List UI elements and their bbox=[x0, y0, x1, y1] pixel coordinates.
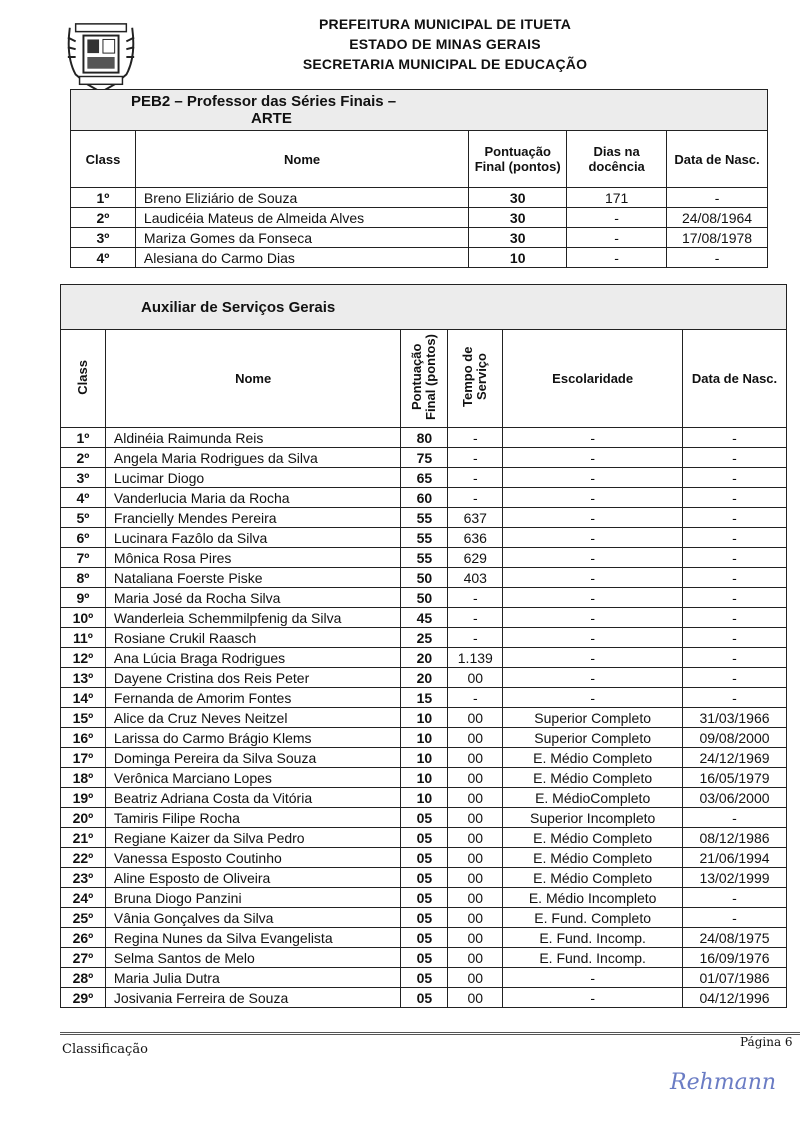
table1-column-header: Pontuação Final (pontos) bbox=[469, 131, 567, 188]
table-cell-cls: 26º bbox=[61, 928, 106, 948]
table-row bbox=[61, 528, 787, 548]
table-cell-tempo: 00 bbox=[448, 908, 503, 928]
table-cell-nasc: - bbox=[683, 668, 787, 688]
table-cell-pont: 30 bbox=[469, 228, 567, 248]
table-cell-tempo: 00 bbox=[448, 728, 503, 748]
table-cell-cls: 12º bbox=[61, 648, 106, 668]
table2-column-header: Nome bbox=[105, 330, 400, 428]
table-cell-cls: 23º bbox=[61, 868, 106, 888]
table-cell-esc: - bbox=[503, 688, 683, 708]
peb2-arte-table bbox=[70, 89, 768, 268]
table-row bbox=[61, 428, 787, 448]
table-row bbox=[61, 768, 787, 788]
table-cell-pont: 05 bbox=[401, 928, 448, 948]
table-row bbox=[61, 748, 787, 768]
table-cell-nome: Alice da Cruz Neves Neitzel bbox=[105, 708, 400, 728]
table-cell-esc: Superior Incompleto bbox=[503, 808, 683, 828]
table-cell-esc: - bbox=[503, 548, 683, 568]
table-cell-nasc: - bbox=[683, 628, 787, 648]
table-cell-nome: Ana Lúcia Braga Rodrigues bbox=[105, 648, 400, 668]
table-cell-nasc: - bbox=[667, 188, 768, 208]
table-cell-esc: - bbox=[503, 668, 683, 688]
table-cell-nome: Nataliana Foerste Piske bbox=[105, 568, 400, 588]
table-cell-nasc: 24/08/1975 bbox=[683, 928, 787, 948]
table-cell-pont: 45 bbox=[401, 608, 448, 628]
auxiliar-servicos-gerais-table bbox=[60, 284, 787, 1008]
table-cell-nasc: 31/03/1966 bbox=[683, 708, 787, 728]
table-cell-nasc: - bbox=[683, 608, 787, 628]
table-cell-pont: 55 bbox=[401, 548, 448, 568]
table-cell-cls: 16º bbox=[61, 728, 106, 748]
table-cell-tempo: 403 bbox=[448, 568, 503, 588]
table-cell-cls: 19º bbox=[61, 788, 106, 808]
footer-divider bbox=[60, 1032, 800, 1035]
table-cell-esc: - bbox=[503, 968, 683, 988]
table-cell-tempo: - bbox=[448, 488, 503, 508]
table2-column-header-text: Tempo de Serviço bbox=[460, 346, 490, 408]
table-cell-nome: Breno Eliziário de Souza bbox=[135, 188, 468, 208]
table-row bbox=[61, 728, 787, 748]
table-cell-pont: 10 bbox=[401, 708, 448, 728]
table-cell-esc: - bbox=[503, 648, 683, 668]
footer-page-number: Página 6 bbox=[740, 1035, 793, 1049]
table-cell-tempo: 00 bbox=[448, 828, 503, 848]
table-cell-cls: 3º bbox=[71, 228, 136, 248]
table-row bbox=[61, 588, 787, 608]
table-row bbox=[61, 628, 787, 648]
table-cell-tempo: - bbox=[448, 588, 503, 608]
table-cell-nome: Beatriz Adriana Costa da Vitória bbox=[105, 788, 400, 808]
table-cell-cls: 1º bbox=[71, 188, 136, 208]
table-cell-nasc: - bbox=[667, 248, 768, 268]
table1-column-header: Dias na docência bbox=[567, 131, 667, 188]
table1-column-header: Nome bbox=[135, 131, 468, 188]
table-cell-dias: - bbox=[567, 248, 667, 268]
table-row bbox=[61, 688, 787, 708]
table-cell-pont: 05 bbox=[401, 888, 448, 908]
table-row bbox=[61, 968, 787, 988]
table-cell-nasc: - bbox=[683, 888, 787, 908]
table-cell-cls: 8º bbox=[61, 568, 106, 588]
table-row bbox=[61, 848, 787, 868]
table-cell-nome: Bruna Diogo Panzini bbox=[105, 888, 400, 908]
table-cell-nome: Rosiane Crukil Raasch bbox=[105, 628, 400, 648]
table-cell-esc: E. Médio Completo bbox=[503, 868, 683, 888]
table-cell-cls: 10º bbox=[61, 608, 106, 628]
table-cell-esc: Superior Completo bbox=[503, 728, 683, 748]
table-cell-nome: Selma Santos de Melo bbox=[105, 948, 400, 968]
table-cell-tempo: 00 bbox=[448, 948, 503, 968]
table-cell-cls: 7º bbox=[61, 548, 106, 568]
table-cell-esc: - bbox=[503, 528, 683, 548]
table-row bbox=[61, 468, 787, 488]
table-cell-pont: 30 bbox=[469, 188, 567, 208]
table-cell-esc: E. Médio Incompleto bbox=[503, 888, 683, 908]
table-cell-nome: Dayene Cristina dos Reis Peter bbox=[105, 668, 400, 688]
table-cell-cls: 4º bbox=[61, 488, 106, 508]
table-cell-pont: 55 bbox=[401, 528, 448, 548]
table-cell-nasc: 04/12/1996 bbox=[683, 988, 787, 1008]
table-cell-pont: 05 bbox=[401, 828, 448, 848]
table-cell-cls: 15º bbox=[61, 708, 106, 728]
table-cell-nasc: 03/06/2000 bbox=[683, 788, 787, 808]
table-row bbox=[61, 648, 787, 668]
table-cell-nasc: - bbox=[683, 468, 787, 488]
table-cell-nome: Aldinéia Raimunda Reis bbox=[105, 428, 400, 448]
table-cell-tempo: - bbox=[448, 608, 503, 628]
table-row bbox=[71, 228, 768, 248]
table-cell-cls: 11º bbox=[61, 628, 106, 648]
table-row bbox=[61, 608, 787, 628]
table-cell-tempo: 629 bbox=[448, 548, 503, 568]
document-header bbox=[0, 14, 800, 74]
table-cell-cls: 27º bbox=[61, 948, 106, 968]
table-cell-nasc: 01/07/1986 bbox=[683, 968, 787, 988]
table-cell-pont: 05 bbox=[401, 848, 448, 868]
table-cell-dias: - bbox=[567, 228, 667, 248]
table-cell-tempo: 00 bbox=[448, 848, 503, 868]
table-cell-nome: Fernanda de Amorim Fontes bbox=[105, 688, 400, 708]
table-cell-cls: 22º bbox=[61, 848, 106, 868]
table-cell-nasc: - bbox=[683, 568, 787, 588]
table-cell-pont: 10 bbox=[401, 748, 448, 768]
table-cell-nome: Francielly Mendes Pereira bbox=[105, 508, 400, 528]
table-cell-nasc: 08/12/1986 bbox=[683, 828, 787, 848]
table-cell-esc: - bbox=[503, 588, 683, 608]
table-cell-cls: 28º bbox=[61, 968, 106, 988]
table-row bbox=[61, 808, 787, 828]
table-cell-cls: 18º bbox=[61, 768, 106, 788]
table-row bbox=[61, 708, 787, 728]
table-cell-tempo: - bbox=[448, 468, 503, 488]
table-cell-pont: 05 bbox=[401, 808, 448, 828]
table-cell-cls: 1º bbox=[61, 428, 106, 448]
header-line-1: PREFEITURA MUNICIPAL DE ITUETA bbox=[318, 16, 572, 32]
table-cell-esc: E. Fund. Completo bbox=[503, 908, 683, 928]
table-cell-cls: 17º bbox=[61, 748, 106, 768]
table-cell-esc: - bbox=[503, 988, 683, 1008]
table-cell-cls: 25º bbox=[61, 908, 106, 928]
table-cell-dias: 171 bbox=[567, 188, 667, 208]
table-cell-pont: 10 bbox=[401, 768, 448, 788]
table-cell-pont: 05 bbox=[401, 988, 448, 1008]
table-cell-cls: 13º bbox=[61, 668, 106, 688]
table-cell-esc: - bbox=[503, 508, 683, 528]
table-cell-pont: 50 bbox=[401, 568, 448, 588]
table-cell-tempo: - bbox=[448, 428, 503, 448]
table-cell-pont: 25 bbox=[401, 628, 448, 648]
table-cell-cls: 24º bbox=[61, 888, 106, 908]
table-cell-cls: 2º bbox=[71, 208, 136, 228]
table-cell-pont: 75 bbox=[401, 448, 448, 468]
table-cell-nasc: - bbox=[683, 808, 787, 828]
table-cell-tempo: 00 bbox=[448, 888, 503, 908]
table-cell-cls: 5º bbox=[61, 508, 106, 528]
table-cell-nasc: - bbox=[683, 508, 787, 528]
header-line-2: ESTADO DE MINAS GERAIS bbox=[349, 36, 541, 52]
table-cell-tempo: 00 bbox=[448, 668, 503, 688]
table-cell-pont: 05 bbox=[401, 908, 448, 928]
table2-column-header-text: Class bbox=[74, 359, 90, 395]
table-cell-nome: Josivania Ferreira de Souza bbox=[105, 988, 400, 1008]
table-cell-tempo: 00 bbox=[448, 708, 503, 728]
table-cell-nasc: 17/08/1978 bbox=[667, 228, 768, 248]
table-cell-nasc: - bbox=[683, 588, 787, 608]
table-cell-cls: 4º bbox=[71, 248, 136, 268]
table-cell-pont: 05 bbox=[401, 968, 448, 988]
table-cell-pont: 65 bbox=[401, 468, 448, 488]
table-row bbox=[61, 548, 787, 568]
table-cell-esc: E. Médio Completo bbox=[503, 768, 683, 788]
table-row bbox=[71, 208, 768, 228]
table-cell-pont: 20 bbox=[401, 648, 448, 668]
table-cell-nasc: 16/09/1976 bbox=[683, 948, 787, 968]
table-cell-cls: 9º bbox=[61, 588, 106, 608]
table-cell-nome: Maria Julia Dutra bbox=[105, 968, 400, 988]
table-cell-pont: 05 bbox=[401, 948, 448, 968]
table-cell-nome: Vânia Gonçalves da Silva bbox=[105, 908, 400, 928]
table-row bbox=[61, 828, 787, 848]
table-cell-nome: Lucinara Fazôlo da Silva bbox=[105, 528, 400, 548]
table-row bbox=[61, 948, 787, 968]
table-cell-esc: Superior Completo bbox=[503, 708, 683, 728]
table-cell-nasc: - bbox=[683, 908, 787, 928]
table-cell-nome: Regina Nunes da Silva Evangelista bbox=[105, 928, 400, 948]
table-cell-cls: 6º bbox=[61, 528, 106, 548]
table-cell-nome: Maria José da Rocha Silva bbox=[105, 588, 400, 608]
table-cell-esc: - bbox=[503, 448, 683, 468]
table-cell-pont: 30 bbox=[469, 208, 567, 228]
table-row bbox=[61, 448, 787, 468]
table-cell-nome: Tamiris Filipe Rocha bbox=[105, 808, 400, 828]
table-row bbox=[61, 508, 787, 528]
table-cell-nasc: - bbox=[683, 428, 787, 448]
table-cell-esc: - bbox=[503, 628, 683, 648]
table-cell-nasc: 13/02/1999 bbox=[683, 868, 787, 888]
table-cell-esc: - bbox=[503, 488, 683, 508]
table-cell-tempo: - bbox=[448, 628, 503, 648]
table-cell-esc: - bbox=[503, 428, 683, 448]
table2-column-header: Escolaridade bbox=[503, 330, 683, 428]
table-row bbox=[61, 988, 787, 1008]
table-cell-nome: Aline Esposto de Oliveira bbox=[105, 868, 400, 888]
table-cell-esc: E. Fund. Incomp. bbox=[503, 928, 683, 948]
table-cell-cls: 2º bbox=[61, 448, 106, 468]
table-cell-nome: Wanderleia Schemmilpfenig da Silva bbox=[105, 608, 400, 628]
table-cell-esc: E. Médio Completo bbox=[503, 748, 683, 768]
table-row bbox=[61, 788, 787, 808]
table-cell-tempo: 637 bbox=[448, 508, 503, 528]
table-cell-pont: 10 bbox=[401, 728, 448, 748]
table-cell-esc: E. Fund. Incomp. bbox=[503, 948, 683, 968]
table-row bbox=[61, 488, 787, 508]
table-cell-tempo: 1.139 bbox=[448, 648, 503, 668]
table-cell-pont: 55 bbox=[401, 508, 448, 528]
table-cell-nome: Mônica Rosa Pires bbox=[105, 548, 400, 568]
table-cell-tempo: 00 bbox=[448, 928, 503, 948]
table-cell-cls: 14º bbox=[61, 688, 106, 708]
table-cell-esc: - bbox=[503, 608, 683, 628]
table-cell-nome: Dominga Pereira da Silva Souza bbox=[105, 748, 400, 768]
table-cell-nome: Verônica Marciano Lopes bbox=[105, 768, 400, 788]
header-line-3: SECRETARIA MUNICIPAL DE EDUCAÇÃO bbox=[302, 56, 588, 72]
table-cell-nasc: - bbox=[683, 448, 787, 468]
table-row bbox=[71, 248, 768, 268]
table-cell-cls: 29º bbox=[61, 988, 106, 1008]
table-cell-nasc: 09/08/2000 bbox=[683, 728, 787, 748]
table-cell-pont: 10 bbox=[469, 248, 567, 268]
table-cell-esc: E. Médio Completo bbox=[503, 828, 683, 848]
table-cell-nome: Vanessa Esposto Coutinho bbox=[105, 848, 400, 868]
table-cell-pont: 20 bbox=[401, 668, 448, 688]
table-cell-tempo: 00 bbox=[448, 968, 503, 988]
table-cell-nome: Lucimar Diogo bbox=[105, 468, 400, 488]
table-cell-tempo: - bbox=[448, 688, 503, 708]
table-cell-nome: Mariza Gomes da Fonseca bbox=[135, 228, 468, 248]
table-cell-tempo: 00 bbox=[448, 988, 503, 1008]
table-cell-nome: Angela Maria Rodrigues da Silva bbox=[105, 448, 400, 468]
table-cell-nome: Laudicéia Mateus de Almeida Alves bbox=[135, 208, 468, 228]
table-cell-dias: - bbox=[567, 208, 667, 228]
table-cell-nasc: 21/06/1994 bbox=[683, 848, 787, 868]
table2-column-header bbox=[401, 330, 448, 428]
table-cell-esc: - bbox=[503, 568, 683, 588]
table-cell-nasc: 16/05/1979 bbox=[683, 768, 787, 788]
table-cell-pont: 80 bbox=[401, 428, 448, 448]
table-cell-esc: E. Médio Completo bbox=[503, 848, 683, 868]
table-cell-pont: 50 bbox=[401, 588, 448, 608]
table-cell-tempo: 00 bbox=[448, 768, 503, 788]
table-row bbox=[61, 928, 787, 948]
table-cell-pont: 10 bbox=[401, 788, 448, 808]
table1-column-header: Data de Nasc. bbox=[667, 131, 768, 188]
table-cell-tempo: 00 bbox=[448, 748, 503, 768]
table-cell-esc: E. MédioCompleto bbox=[503, 788, 683, 808]
footer-section-label: Classificação bbox=[62, 1042, 148, 1057]
table2-title: Auxiliar de Serviços Gerais bbox=[61, 285, 787, 330]
table1-column-header: Class bbox=[71, 131, 136, 188]
table-cell-nasc: - bbox=[683, 528, 787, 548]
table-row bbox=[61, 888, 787, 908]
table-row bbox=[61, 868, 787, 888]
table-cell-pont: 60 bbox=[401, 488, 448, 508]
table-cell-tempo: 00 bbox=[448, 788, 503, 808]
table-cell-nasc: 24/08/1964 bbox=[667, 208, 768, 228]
table-cell-nasc: 24/12/1969 bbox=[683, 748, 787, 768]
table-cell-nasc: - bbox=[683, 688, 787, 708]
table-cell-tempo: 00 bbox=[448, 868, 503, 888]
table2-column-header bbox=[61, 330, 106, 428]
table-cell-nome: Vanderlucia Maria da Rocha bbox=[105, 488, 400, 508]
table-cell-nasc: - bbox=[683, 488, 787, 508]
table-cell-tempo: - bbox=[448, 448, 503, 468]
table-cell-cls: 21º bbox=[61, 828, 106, 848]
table-cell-nasc: - bbox=[683, 648, 787, 668]
signature: Rehmann bbox=[670, 1070, 777, 1095]
table-row bbox=[61, 668, 787, 688]
table-cell-esc: - bbox=[503, 468, 683, 488]
table-cell-nome: Regiane Kaizer da Silva Pedro bbox=[105, 828, 400, 848]
table-cell-tempo: 00 bbox=[448, 808, 503, 828]
table-cell-nome: Larissa do Carmo Brágio Klems bbox=[105, 728, 400, 748]
table-cell-cls: 20º bbox=[61, 808, 106, 828]
table-cell-pont: 05 bbox=[401, 868, 448, 888]
table-row bbox=[61, 908, 787, 928]
table2-column-header bbox=[448, 330, 503, 428]
table-cell-cls: 3º bbox=[61, 468, 106, 488]
table-row bbox=[61, 568, 787, 588]
table2-column-header: Data de Nasc. bbox=[683, 330, 787, 428]
table-cell-tempo: 636 bbox=[448, 528, 503, 548]
table-cell-nome: Alesiana do Carmo Dias bbox=[135, 248, 468, 268]
table2-column-header-text: Pontuação Final (pontos) bbox=[409, 334, 439, 420]
table1-title: PEB2 – Professor das Séries Finais – ARTE bbox=[71, 90, 768, 131]
table-cell-pont: 15 bbox=[401, 688, 448, 708]
table-row bbox=[71, 188, 768, 208]
table-cell-nasc: - bbox=[683, 548, 787, 568]
